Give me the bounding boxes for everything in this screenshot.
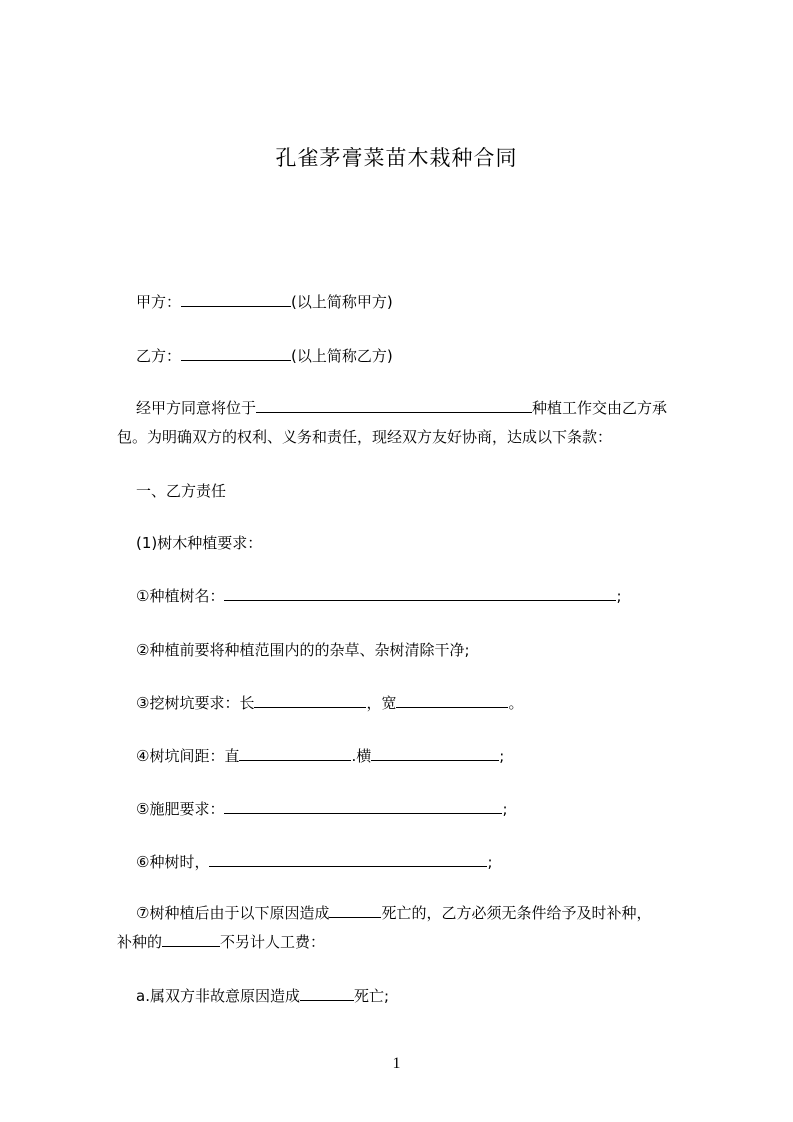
clause-6 — [136, 851, 493, 872]
party-b-label: 乙方： — [136, 347, 182, 365]
party-a-label: 甲方： — [136, 293, 182, 311]
clause-a-label: a.属双方非故意原因造成 — [136, 987, 300, 1005]
intro-line-1 — [117, 394, 697, 423]
pit-width-blank[interactable] — [396, 693, 508, 708]
clause-4-mid: .横 — [351, 747, 372, 765]
clause-a — [136, 985, 389, 1006]
clause-4-end: ; — [499, 747, 505, 765]
clause-7-line-2-end: 不另计人工费： — [220, 933, 326, 951]
intro-paragraph — [117, 394, 697, 452]
clause-3-mid: ，宽 — [366, 694, 397, 712]
clause-1 — [136, 585, 622, 606]
clause-a-blank[interactable] — [300, 986, 354, 1001]
item-heading: (1)树木种植要求： — [136, 534, 263, 552]
replant-blank[interactable] — [162, 932, 220, 947]
spacing-vertical-blank[interactable] — [239, 746, 351, 761]
clause-7-label: ⑦树种植后由于以下原因造成 — [136, 904, 330, 922]
party-b-blank[interactable] — [181, 346, 291, 361]
tree-name-blank[interactable] — [224, 586, 616, 601]
section-heading: 一、乙方责任 — [136, 482, 227, 500]
page-title: 孔雀茅膏菜苗木栽种合同 — [275, 146, 518, 170]
intro-line-2: 包。为明确双方的权利、义务和责任，现经双方友好协商，达成以下条款： — [117, 428, 613, 446]
party-a-blank[interactable] — [181, 292, 291, 307]
clause-1-label: ①种植树名： — [136, 587, 225, 605]
fertilizer-blank[interactable] — [224, 799, 502, 814]
clause-3 — [136, 692, 523, 713]
clause-5-label: ⑤施肥要求： — [136, 800, 225, 818]
clause-6-label: ⑥种树时， — [136, 853, 210, 871]
page-number: 1 — [392, 1055, 401, 1072]
pit-length-blank[interactable] — [254, 693, 366, 708]
planting-blank[interactable] — [209, 852, 487, 867]
clause-3-label: ③挖树坑要求：长 — [136, 694, 255, 712]
clause-2: ②种植前要将种植范围内的的杂草、杂树清除干净; — [136, 641, 470, 659]
clause-7-line-2-label: 补种的 — [117, 933, 163, 951]
clause-a-end: 死亡; — [353, 987, 390, 1005]
party-b-line — [136, 345, 393, 366]
intro-location-blank[interactable] — [256, 398, 532, 413]
intro-prefix: 经甲方同意将位于 — [136, 399, 257, 417]
party-b-suffix: (以上简称乙方) — [291, 347, 393, 365]
clause-5-end: ; — [502, 800, 508, 818]
clause-5 — [136, 798, 508, 819]
spacing-horizontal-blank[interactable] — [371, 746, 499, 761]
clause-4-label: ④树坑间距：直 — [136, 747, 240, 765]
clause-7 — [117, 899, 697, 957]
clause-7-line-1 — [117, 899, 697, 928]
death-ratio-blank[interactable] — [329, 903, 381, 918]
party-a-line — [136, 291, 393, 312]
clause-1-end: ; — [616, 587, 622, 605]
clause-7-mid: 死亡的，乙方必须无条件给予及时补种， — [381, 904, 652, 922]
clause-4 — [136, 745, 504, 766]
clause-3-end: 。 — [508, 694, 524, 712]
intro-suffix: 种植工作交由乙方承 — [532, 399, 668, 417]
clause-7-line-2 — [117, 928, 697, 957]
clause-6-end: ; — [487, 853, 493, 871]
party-a-suffix: (以上简称甲方) — [291, 293, 393, 311]
